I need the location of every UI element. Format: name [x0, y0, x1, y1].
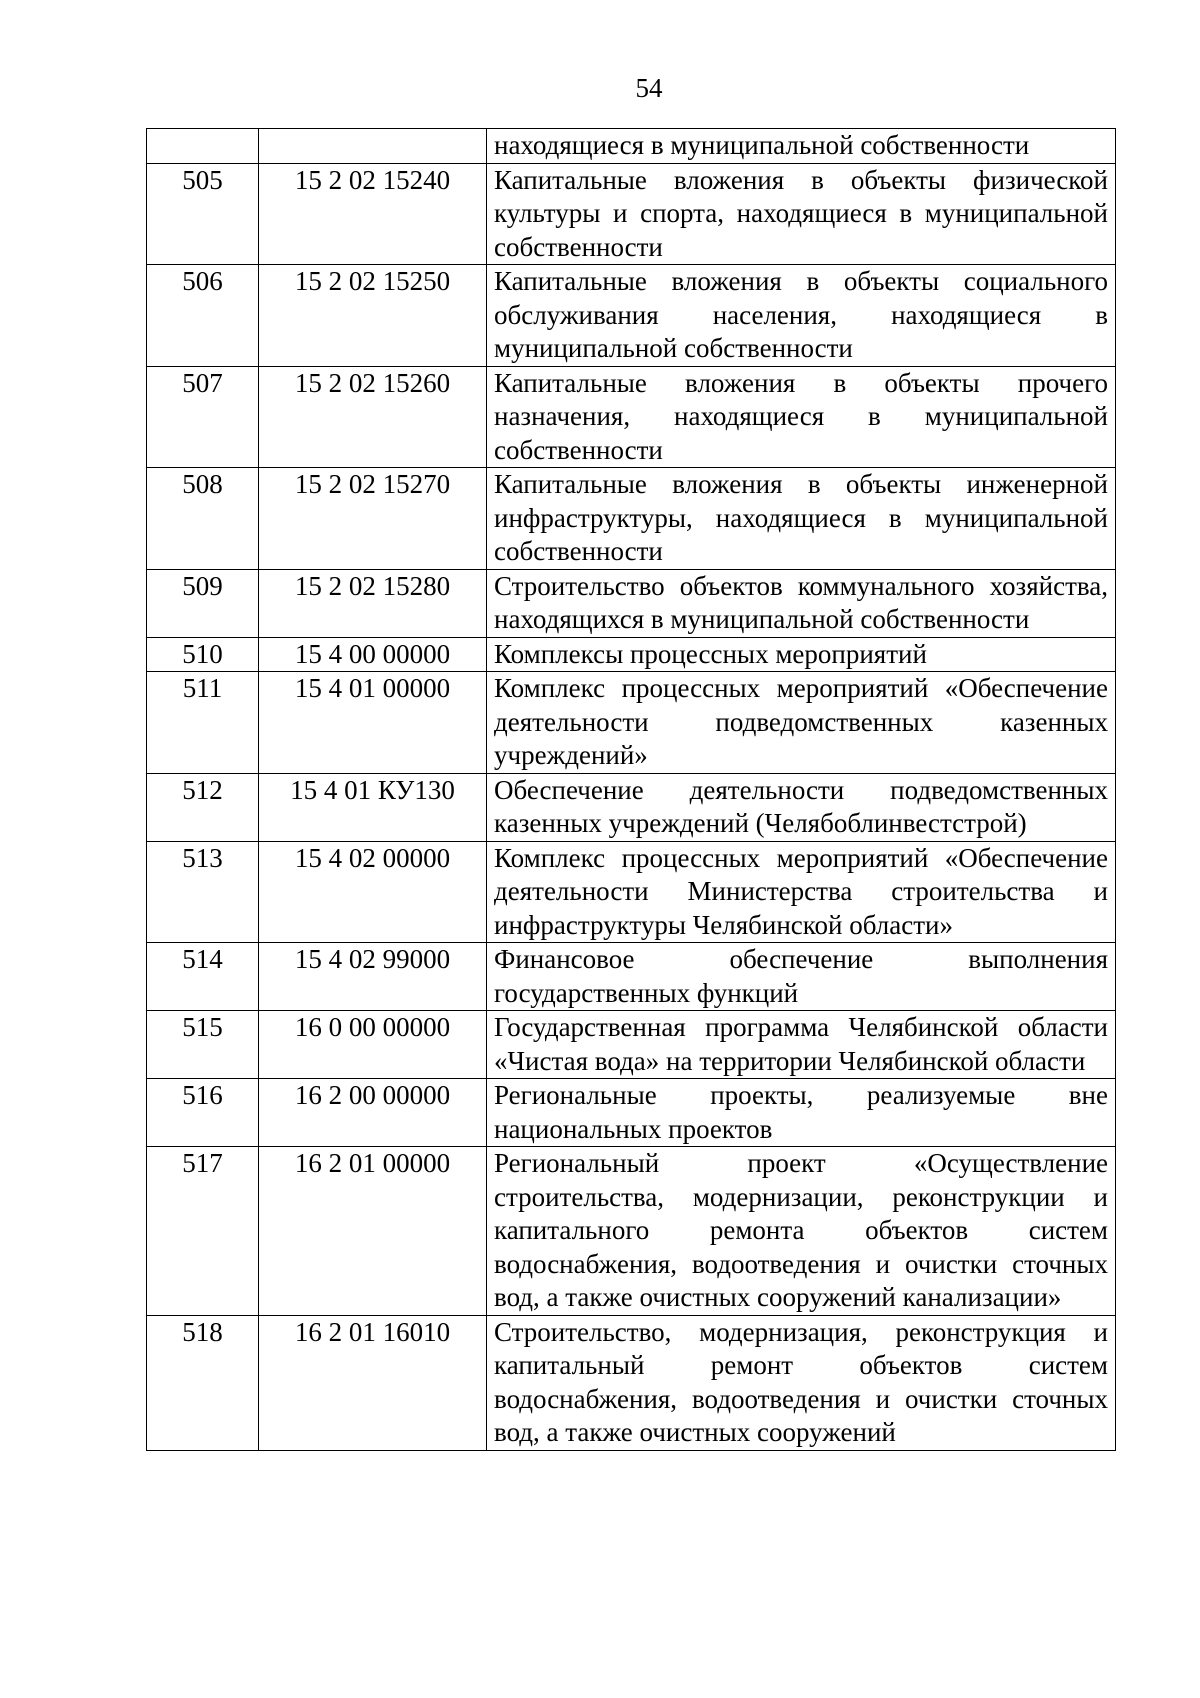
item-name-cell: Финансовое обеспечение выполнения государственных функций — [487, 943, 1116, 1011]
item-name-cell: Строительство, модернизация, реконструкция и капитальный ремонт объектов систем водоснабжения, водоотведения и очистки сточных вод, а также очистных сооружений — [487, 1315, 1116, 1450]
item-name-cell: Региональный проект «Осуществление строительства, модернизации, реконструкции и капитального ремонта объектов систем водоснабжения, водоотведения и очистки сточных вод, а также очистных сооружений канализации» — [487, 1147, 1116, 1316]
target-code-cell: 15 2 02 15260 — [259, 366, 487, 468]
table-row — [147, 637, 1116, 672]
item-name-cell: Комплекс процессных мероприятий «Обеспечение деятельности подведомственных казенных учреждений» — [487, 672, 1116, 774]
table-row — [147, 129, 1116, 164]
row-number-cell: 514 — [147, 943, 259, 1011]
row-number-cell: 505 — [147, 163, 259, 265]
table-row — [147, 773, 1116, 841]
table-body — [147, 129, 1116, 1451]
row-number-cell: 506 — [147, 265, 259, 367]
table-row — [147, 672, 1116, 774]
table-row — [147, 1011, 1116, 1079]
row-number-cell: 516 — [147, 1079, 259, 1147]
row-number-cell: 509 — [147, 569, 259, 637]
target-code-cell: 15 4 00 00000 — [259, 637, 487, 672]
target-code-cell: 15 2 02 15240 — [259, 163, 487, 265]
target-code-cell: 15 4 01 КУ130 — [259, 773, 487, 841]
target-code-cell: 15 2 02 15270 — [259, 468, 487, 570]
page-number: 54 — [635, 73, 663, 103]
target-code-cell: 15 2 02 15280 — [259, 569, 487, 637]
row-number-cell: 507 — [147, 366, 259, 468]
item-name-cell: Строительство объектов коммунального хозяйства, находящихся в муниципальной собственности — [487, 569, 1116, 637]
row-number-cell — [147, 129, 259, 164]
item-name-cell: находящиеся в муниципальной собственности — [487, 129, 1116, 164]
item-name-cell: Комплексы процессных мероприятий — [487, 637, 1116, 672]
item-name-cell: Государственная программа Челябинской области «Чистая вода» на территории Челябинской области — [487, 1011, 1116, 1079]
item-name-cell: Региональные проекты, реализуемые вне национальных проектов — [487, 1079, 1116, 1147]
item-name-cell: Капитальные вложения в объекты социального обслуживания населения, находящиеся в муниципальной собственности — [487, 265, 1116, 367]
table-row — [147, 468, 1116, 570]
target-code-cell: 15 2 02 15250 — [259, 265, 487, 367]
target-code-cell: 15 4 02 99000 — [259, 943, 487, 1011]
row-number-cell: 510 — [147, 637, 259, 672]
target-code-cell: 16 2 01 00000 — [259, 1147, 487, 1316]
table-row — [147, 569, 1116, 637]
table-row — [147, 265, 1116, 367]
item-name-cell: Капитальные вложения в объекты инженерной инфраструктуры, находящиеся в муниципальной собственности — [487, 468, 1116, 570]
target-code-cell: 15 4 01 00000 — [259, 672, 487, 774]
table-row — [147, 841, 1116, 943]
row-number-cell: 518 — [147, 1315, 259, 1450]
table-row — [147, 1079, 1116, 1147]
item-name-cell: Обеспечение деятельности подведомственных казенных учреждений (Челябоблинвестстрой) — [487, 773, 1116, 841]
row-number-cell: 512 — [147, 773, 259, 841]
row-number-cell: 517 — [147, 1147, 259, 1316]
table-row — [147, 163, 1116, 265]
budget-codes-table — [146, 128, 1116, 1451]
target-code-cell — [259, 129, 487, 164]
row-number-cell: 511 — [147, 672, 259, 774]
table-row — [147, 1147, 1116, 1316]
row-number-cell: 508 — [147, 468, 259, 570]
table-row — [147, 1315, 1116, 1450]
item-name-cell: Капитальные вложения в объекты физической культуры и спорта, находящиеся в муниципальной собственности — [487, 163, 1116, 265]
target-code-cell: 16 2 01 16010 — [259, 1315, 487, 1450]
item-name-cell: Капитальные вложения в объекты прочего назначения, находящиеся в муниципальной собственности — [487, 366, 1116, 468]
table-row — [147, 366, 1116, 468]
target-code-cell: 15 4 02 00000 — [259, 841, 487, 943]
row-number-cell: 515 — [147, 1011, 259, 1079]
table-row — [147, 943, 1116, 1011]
target-code-cell: 16 0 00 00000 — [259, 1011, 487, 1079]
row-number-cell: 513 — [147, 841, 259, 943]
item-name-cell: Комплекс процессных мероприятий «Обеспечение деятельности Министерства строительства и инфраструктуры Челябинской области» — [487, 841, 1116, 943]
target-code-cell: 16 2 00 00000 — [259, 1079, 487, 1147]
